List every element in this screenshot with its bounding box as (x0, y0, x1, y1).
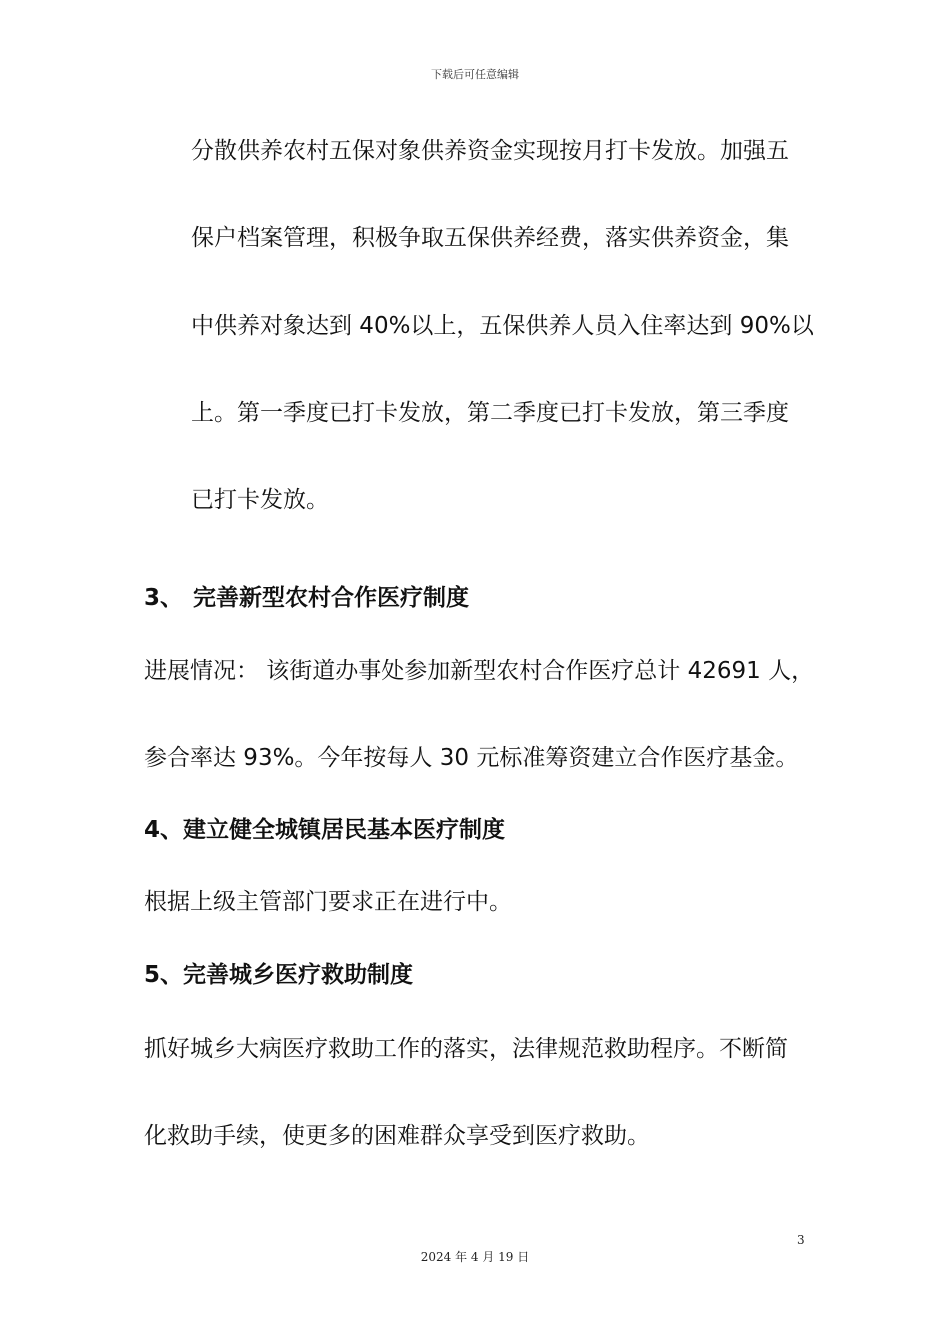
section-3-heading (144, 583, 469, 613)
paragraph-line: 保户档案管理，积极争取五保供养经费，落实供养资金，集 (191, 225, 789, 251)
paragraph-line: 分散供养农村五保对象供养资金实现按月打卡发放。加强五 (191, 138, 789, 164)
paragraph-line: 上。第一季度已打卡发放，第二季度已打卡发放，第三季度 (191, 400, 789, 426)
paragraph-line: 化救助手续，使更多的困难群众享受到医疗救助。 (144, 1123, 650, 1149)
page-number: 3 (797, 1233, 805, 1247)
section-5-heading: 5、完善城乡医疗救助制度 (144, 962, 414, 988)
footer-date: 2024 年 4 月 19 日 (420, 1250, 530, 1264)
paragraph-line: 已打卡发放。 (191, 487, 329, 513)
paragraph-line: 参合率达 93%。今年按每人 30 元标准筹资建立合作医疗基金。 (144, 745, 799, 771)
paragraph-line: 抓好城乡大病医疗救助工作的落实，法律规范救助程序。不断简 (144, 1036, 788, 1062)
paragraph-line: 中供养对象达到 40%以上，五保供养人员入住率达到 90%以 (191, 313, 814, 339)
section-3-title: 完善新型农村合作医疗制度 (193, 585, 469, 611)
section-3-number: 3、 (144, 585, 184, 611)
section-4-heading: 4、建立健全城镇居民基本医疗制度 (144, 817, 506, 843)
paragraph-line: 进展情况： 该街道办事处参加新型农村合作医疗总计 42691 人， (144, 658, 815, 684)
paragraph-line: 根据上级主管部门要求正在进行中。 (144, 889, 512, 915)
page-header-note: 下载后可任意编辑 (431, 68, 519, 81)
